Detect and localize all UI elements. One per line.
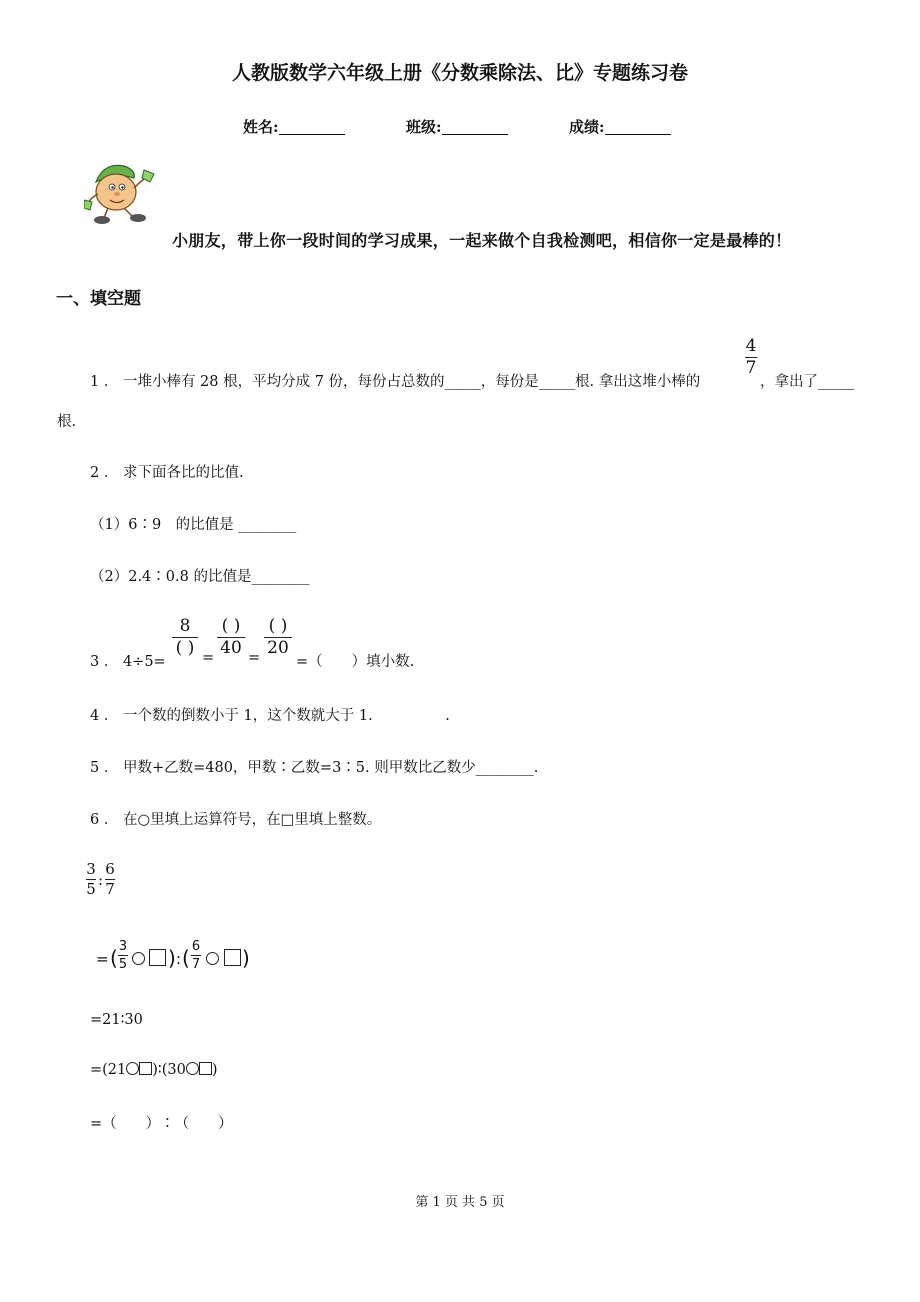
ratio-colon: : [98,871,104,889]
section-heading-fill-in: 一、填空题 [56,289,141,309]
step-1-expression [92,940,262,980]
step-2: =21∶30 [90,1012,143,1028]
question-3-prefix: 3 ． 4÷5= [90,654,166,670]
question-1-fraction-denominator: 7 [745,358,757,378]
ratio-fraction-a-numerator: 3 [86,860,96,878]
step-4: =（ ）∶（ ） [90,1116,233,1132]
step-1-equals: = [96,950,109,968]
name-label: 姓名: [243,118,279,136]
question-1-line1: 1 ． 一堆小棒有 28 根，平均分成 7 份，每份占总数的_____，每份是_____根. 拿出这堆小棒的 [90,374,701,390]
ratio-fraction-b-denominator: 7 [105,880,115,898]
ratio-fraction-b [105,862,115,897]
question-3-fraction-3-denominator: 20 [267,638,289,658]
number-box[interactable] [199,1062,212,1075]
class-label: 班级: [406,118,442,136]
question-3-fraction-3 [264,618,292,657]
question-3-suffix: =（ ）填小数. [296,654,415,670]
step-3-part-a: =(21 [90,1062,127,1078]
question-3-fraction-2-denominator: 40 [220,638,242,658]
page-title: 人教版数学六年级上册《分数乘除法、比》专题练习卷 [231,62,688,84]
step-1-fraction-b-denominator: 7 [191,957,201,972]
question-4-text: 4 ． 一个数的倒数小于 1，这个数就大于 1. . [90,708,450,724]
question-1-line2: 根. [57,414,77,430]
question-1-fraction-numerator: 4 [745,336,757,356]
ratio-fraction-a-denominator: 5 [86,880,96,898]
number-box[interactable] [149,949,166,966]
ratio-fraction-a [86,862,96,897]
operator-circle[interactable] [132,952,145,965]
step-1-fraction-a-numerator: 3 [118,939,128,954]
number-box[interactable] [224,949,241,966]
page-footer: 第 1 页 共 5 页 [415,1195,505,1210]
operator-circle[interactable] [206,952,219,965]
step-1-fraction-b [191,940,201,971]
step-1-fraction-a-denominator: 5 [118,957,128,972]
question-3-fraction-1-numerator: 8 [179,616,191,636]
question-3-fraction-1-denominator: ( ) [175,638,195,658]
step-1-fraction-b-numerator: 6 [191,939,201,954]
name-field[interactable] [243,116,345,137]
score-label: 成绩: [569,118,605,136]
operator-circle[interactable] [126,1062,139,1075]
question-3-fraction-2 [217,618,245,657]
question-5-text: 5 ． 甲数+乙数=480，甲数∶乙数=3∶5. 则甲数比乙数少________. [90,760,539,776]
score-blank[interactable] [605,118,671,135]
step-3-part-b: )∶(30 [152,1062,186,1078]
question-1-fraction [745,338,757,377]
class-field[interactable] [406,116,508,137]
question-1-line1-end: ，拿出了_____ [760,374,855,390]
ratio-fraction-b-numerator: 6 [105,860,115,878]
step-1-close-paren: ) [168,946,176,970]
mascot-illustration [84,160,160,226]
class-blank[interactable] [442,118,508,135]
fraction-bar [191,955,201,956]
name-blank[interactable] [279,118,345,135]
score-field[interactable] [569,116,671,137]
step-1-open-paren: ( [110,946,118,970]
step-1-close-paren: ) [242,946,250,970]
question-2-sub1: （1）6∶9 的比值是 ________ [90,517,297,533]
equals-sign: = [202,650,215,666]
equals-sign: = [248,650,261,666]
question-2-sub2: （2）2.4∶0.8 的比值是________ [90,569,310,585]
step-3-part-c: ) [211,1062,218,1078]
question-3-fraction-1 [172,618,198,657]
fraction-bar [118,955,128,956]
operator-circle[interactable] [186,1062,199,1075]
number-box[interactable] [139,1062,152,1075]
greeting-text: 小朋友，带上你一段时间的学习成果，一起来做个自我检测吧，相信你一定是最棒的！ [172,231,792,250]
question-3-fraction-2-numerator: ( ) [221,616,241,636]
question-3-fraction-3-numerator: ( ) [268,616,288,636]
step-1-open-paren: ( [182,946,190,970]
step-1-fraction-a [118,940,128,971]
question-2-stem: 2 ． 求下面各比的比值. [90,465,244,481]
question-6-stem: 6 ． 在○里填上运算符号，在□里填上整数。 [90,812,382,828]
step-1-colon: : [176,950,182,968]
step-3 [90,1062,217,1078]
